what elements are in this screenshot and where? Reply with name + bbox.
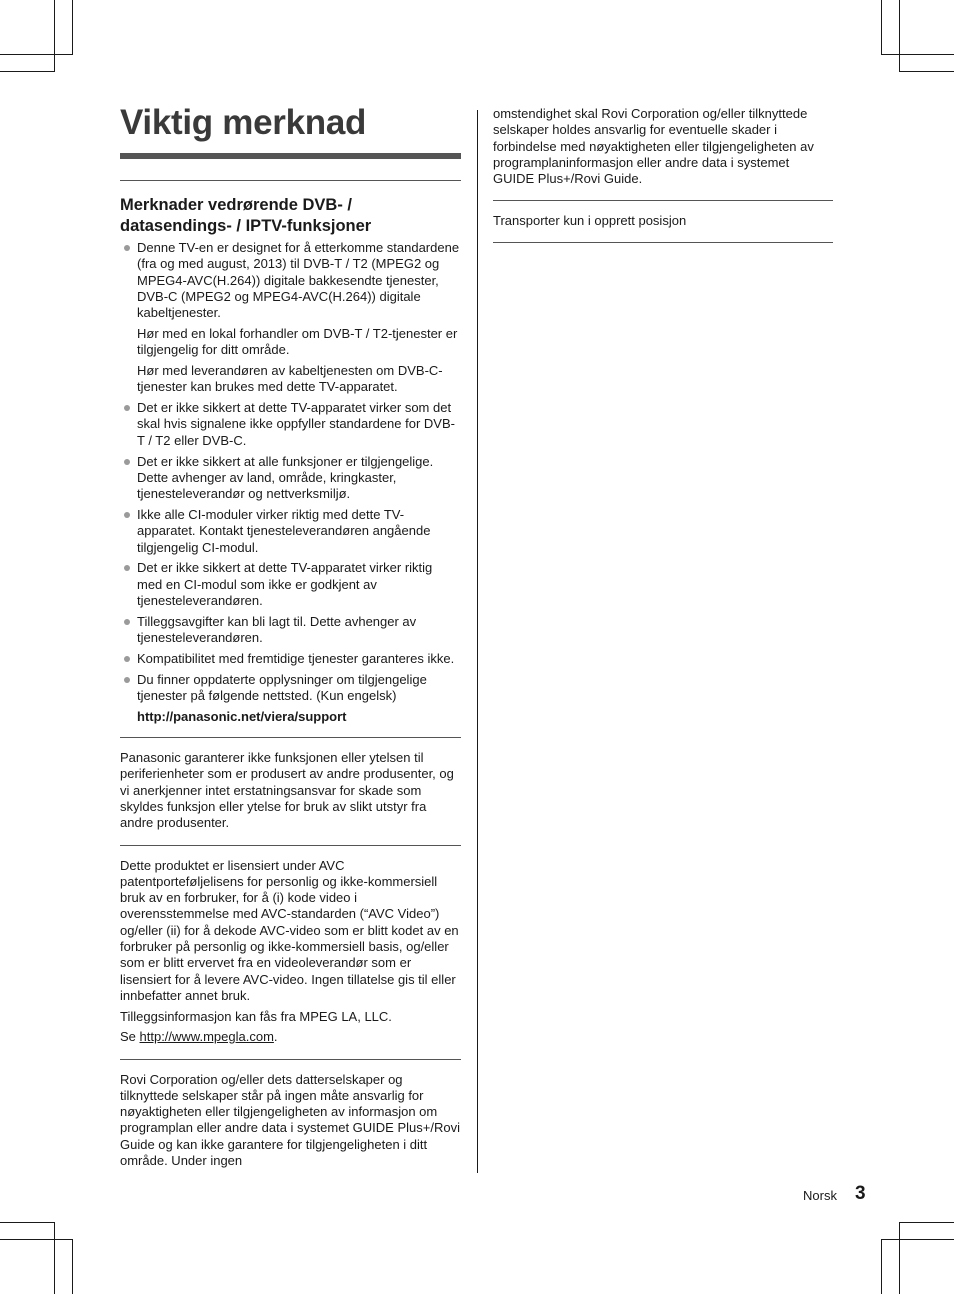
section-divider <box>120 737 461 738</box>
right-column <box>493 106 833 243</box>
rovi-section <box>120 1072 461 1170</box>
mpegla-link[interactable]: http://www.mpegla.com <box>139 1029 274 1045</box>
bullet-icon <box>124 677 130 683</box>
list-item <box>120 560 461 609</box>
left-column <box>120 100 461 1169</box>
list-item <box>120 240 461 321</box>
crop-mark <box>899 71 954 72</box>
bullet-text: Ikke alle CI-moduler virker riktig med dette TV-apparatet. Kontakt tjenesteleverandøren angående tilgjengelig CI-modul. <box>137 506 431 555</box>
crop-mark <box>881 1239 882 1294</box>
section-heading-line: datasendings- / IPTV-funksjoner <box>120 217 372 235</box>
panasonic-disclaimer: Panasonic garanterer ikke funksjonen eller ytelsen til periferienheter som er produsert av andre produsenter, og vi anerkjenner intet erstatningsansvar for skade som skyldes funksjon eller ytelse for bruk av slikt utstyr fra andre produsenter. <box>120 750 454 831</box>
bullet-icon <box>124 656 130 662</box>
crop-mark <box>54 0 55 72</box>
bullet-icon <box>124 512 130 518</box>
bullet-icon <box>124 565 130 571</box>
section-divider <box>120 180 461 181</box>
mpeg-see-line <box>120 1029 461 1045</box>
section-heading-line: Merknader vedrørende DVB- / <box>120 196 352 214</box>
support-link[interactable]: http://panasonic.net/viera/support <box>137 708 347 724</box>
list-item <box>120 400 461 449</box>
bullet-text: Du finner oppdaterte opplysninger om tilgjengelige tjenester på følgende nettsted. (Kun engelsk) <box>137 671 427 703</box>
bullet-icon <box>124 459 130 465</box>
list-item <box>120 651 461 667</box>
crop-mark <box>0 1222 54 1223</box>
rovi-disclaimer-part1: Rovi Corporation og/eller dets datterselskaper og tilknyttede selskaper står på ingen måte ansvarlig for nøyaktigheten eller tilgjengeligheten av informasjon om programplan eller andre data i systemet GUIDE Plus+/Rovi Guide og kan ikke garantere for tilgjengeligheten i ditt område. Under ingen <box>120 1071 460 1169</box>
bullet-icon <box>124 245 130 251</box>
title-underline <box>120 153 461 159</box>
bullet-text: Tilleggsavgifter kan bli lagt til. Dette avhenger av tjenesteleverandøren. <box>137 613 417 646</box>
crop-mark <box>72 0 73 55</box>
column-divider <box>477 110 478 1173</box>
footer-language: Norsk <box>803 1188 837 1203</box>
crop-mark <box>899 0 900 72</box>
list-item <box>120 454 461 503</box>
section-divider <box>493 200 833 201</box>
crop-mark <box>881 0 882 55</box>
dvb-bullet-list <box>120 240 461 321</box>
list-item <box>120 614 461 647</box>
avc-section <box>120 858 461 1046</box>
page-number: 3 <box>855 1183 866 1204</box>
panasonic-section <box>120 750 461 831</box>
section-divider <box>120 1059 461 1060</box>
rovi-disclaimer-part2: omstendighet skal Rovi Corporation og/eller tilknyttede selskaper holdes ansvarlig for eventuelle skader i forbindelse med nøyaktigheten eller tilgjengeligheten av programplaninformasjon eller andre data i systemet GUIDE Plus+/Rovi Guide. <box>493 106 814 187</box>
crop-mark <box>0 1239 72 1240</box>
dvb-section <box>120 195 461 725</box>
section-divider <box>120 845 461 846</box>
section-divider <box>493 242 833 243</box>
see-suffix: . <box>273 1029 278 1045</box>
crop-mark <box>899 1222 954 1223</box>
bullet-note: Hør med en lokal forhandler om DVB-T / T2-tjenester er tilgjengelig for ditt område. <box>137 325 458 358</box>
crop-mark <box>881 1239 954 1240</box>
crop-mark <box>54 1222 55 1294</box>
bullet-text: Det er ikke sikkert at dette TV-apparatet virker riktig med en CI-modul som ikke er godkjent av tjenesteleverandøren. <box>137 560 433 608</box>
see-prefix: Se <box>120 1029 140 1045</box>
bullet-text: Kompatibilitet med fremtidige tjenester garanteres ikke. <box>137 650 455 666</box>
dvb-bullet-list <box>120 400 461 704</box>
avc-license-text: Dette produktet er lisensiert under AVC patentporteføljelisens for personlig og ikke-kommersiell bruk av en forbruker, for å (i) kode video i overensstemmelse med AVC-standarden (“AVC Video”) og/eller (ii) for å dekode AVC-video som er blitt kodet av en forbruker på personlig og ikke-kommersiell basis, og/eller som er blitt ervervet fra en videoleverandør som er lisensiert for å levere AVC-video. Ingen tillatelse gis til eller innbefatter annet bruk. <box>120 857 459 1003</box>
crop-mark <box>881 54 954 55</box>
bullet-note: Hør med leverandøren av kabeltjenesten om DVB-C-tjenester kan brukes med dette TV-apparatet. <box>137 362 443 394</box>
list-item <box>120 672 461 705</box>
mpeg-info: Tilleggsinformasjon kan fås fra MPEG LA, LLC. <box>120 1008 392 1024</box>
bullet-icon <box>124 619 130 625</box>
bullet-icon <box>124 405 130 411</box>
bullet-text: Det er ikke sikkert at alle funksjoner er tilgjengelige. Dette avhenger av land, område, kringkaster, tjenesteleverandør og nettverksmiljø. <box>137 453 434 502</box>
crop-mark <box>0 54 72 55</box>
crop-mark <box>72 1239 73 1294</box>
page-title: Viktig merknad <box>120 103 367 142</box>
bullet-text: Det er ikke sikkert at dette TV-apparatet virker som det skal hvis signalene ikke oppfyller standardene for DVB-T / T2 eller DVB-C. <box>137 400 455 448</box>
section-heading <box>120 195 461 237</box>
transport-note: Transporter kun i opprett posisjon <box>493 213 687 229</box>
crop-mark <box>0 71 54 72</box>
crop-mark <box>899 1222 900 1294</box>
list-item <box>120 507 461 556</box>
bullet-text: Denne TV-en er designet for å etterkomme standardene (fra og med august, 2013) til DVB-T / T2 (MPEG2 og MPEG4-AVC(H.264)) digitale bakkesendte tjenester, DVB-C (MPEG2 og MPEG4-AVC(H.264)) digitale kabeltjenester. <box>137 240 460 321</box>
